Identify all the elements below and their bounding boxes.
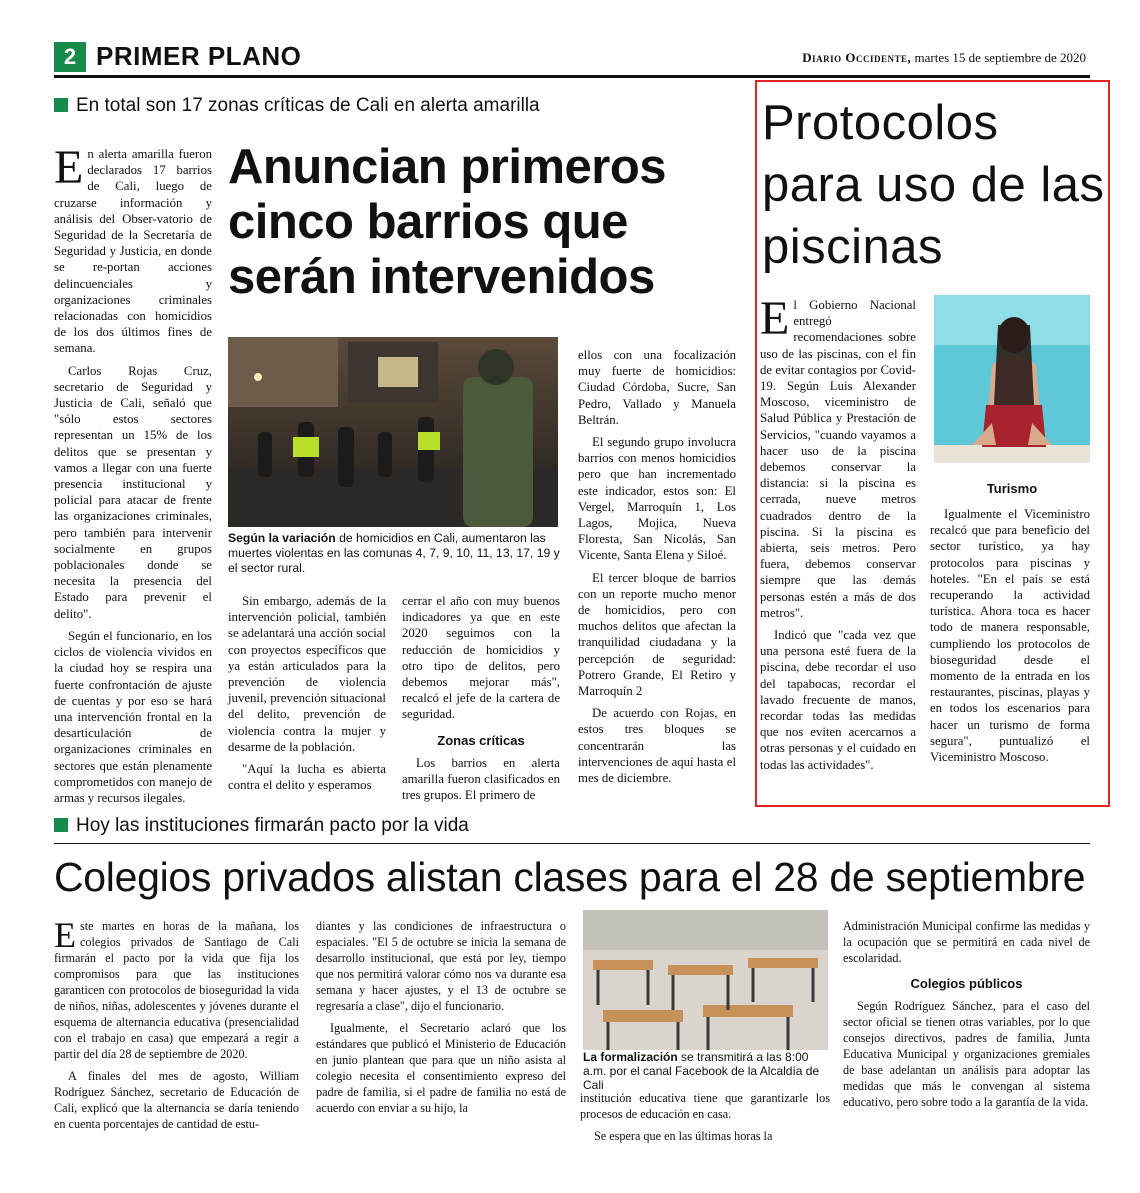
story1-kicker (54, 95, 540, 117)
story2-headline: Protocolos para uso de las piscinas (762, 96, 1105, 274)
story3-kicker (54, 815, 469, 837)
dropcap: E (54, 141, 84, 194)
paragraph: "Aquí la lucha es abierta contra el delito y esperamos (228, 762, 386, 793)
story3-column-4 (843, 918, 1090, 1116)
story1-column-4 (578, 347, 736, 792)
story1-kicker-text: En total son 17 zonas críticas de Cali en alerta amarilla (76, 95, 540, 116)
story3-column-2 (316, 918, 566, 1122)
paragraph: diantes y las condiciones de infraestructura o espaciales. "El 5 de octubre se inicia la semana de desarrollo institucional, que está por ley, tiempo que nos permitirá valorar cómo nos va durante esa semana y hacer ajustes, y el 13 de octubre se regresaría a clase", dijo el funcionario. (316, 919, 566, 1013)
story1-subhead: Zonas críticas (437, 732, 525, 748)
paragraph: Indicó que "cada vez que una persona esté fuera de la piscina, debe recordar el uso del tapabocas, recordar el lavado frecuente de manos, recordar todas las medidas que nos eviten acercarnos a otras personas y el cuidado en todas las actividades". (760, 628, 916, 772)
paragraph: El tercer bloque de barrios con un reporte mucho menor de homicidios, pero con muchos delitos que afectan la tranquilidad ciudadana y la percepción de seguridad: Potrero Grande, El Retiro y Marroquín 2 (578, 570, 736, 699)
classroom-chairs-photo (583, 910, 828, 1050)
paragraph: Administración Municipal confirme las medidas y la ocupación que se permitirá en cada nivel de escolaridad. (843, 919, 1090, 965)
paragraph: Sin embargo, además de la intervención policial, también se adelantará una acción social con proyectos específicos que ya están articulados para la prevención de violencia juvenil, prevención situacional del delito, prevención de violencia contra la mujer y desarme de la población. (228, 594, 386, 754)
header-divider (54, 75, 1090, 78)
paragraph: El segundo grupo involucra barrios con menos homicidios pero que han incrementado este indicador, estos son: El Vergel, Marroquín 1, Los Lagos, Mojica, Nueva Floresta, San Nicolás, San Vicente, Santa Elena y Siloé. (578, 435, 736, 563)
story3-headline: Colegios privados alistan clases para el 28 de septiembre (54, 854, 1086, 900)
dropcap: E (54, 915, 76, 955)
paragraph: cerrar el año con muy buenos indicadores ya que en este 2020 seguimos con la reducción de homicidios y otro tipo de delitos, pero debemos mejorar más", recalcó el jefe de la cartera de seguridad. (402, 594, 560, 722)
photo-label-turismo: Turismo (986, 481, 1038, 496)
paper-name: Diario Occidente, (802, 50, 912, 65)
masthead-date (802, 50, 1086, 66)
story1-column-3 (402, 593, 560, 809)
paragraph: Carlos Rojas Cruz, secretario de Seguridad y Justicia de Cali, señaló que "sólo estos sectores representan un 15% de los delitos que se presentan y vamos a llegar con una fuerte presencia institucional y policial para atacar de frente las organizaciones criminales, pero también para intervenir socialmente en grupos poblacionales donde se necesita la presencia del Estado para prevenir el delito". (54, 363, 212, 621)
paragraph: institución educativa tiene que garantizarle los procesos de educación en casa. (580, 1091, 830, 1121)
paragraph: n alerta amarilla fueron declarados 17 barrios de Cali, luego de cruzarse información y análisis del Obser-vatorio de Seguridad de la Secretaría de Seguridad y Justicia, en donde se re-portan acciones delincuenciales y organizaciones criminales relacionadas con homicidios de los dos últimos fines de semana. (54, 147, 212, 356)
paragraph: Según el funcionario, en los ciclos de violencia vividos en la ciudad hoy se respira una fuerte confrontación de ajuste de cuentas y por eso se hará una intervención frontal en la desarticulación de organizaciones criminales en sectores que están plenamente comprometidos con manejo de armas y recursos ilegales. (54, 628, 212, 805)
paragraph: A finales del mes de agosto, William Rodríguez Sánchez, secretario de Educación de Cali, explicó que la alternancia se daría teniendo en cuenta porcentajes de cantidad de estu- (54, 1069, 299, 1131)
paragraph: Los barrios en alerta amarilla fueron clasificados en tres grupos. El primero de (402, 755, 560, 803)
issue-date: martes 15 de septiembre de 2020 (914, 50, 1086, 65)
paragraph: Igualmente el Viceministro recalcó que para beneficio del sector turístico, ya hay protocolos para piscinas y hoteles. "En el país se está recuperando la actividad turística. Ahora toca es hacer todo de manera responsable, cumpliendo los protocolos de bioseguridad desde el momento de la entrada en los restaurantes, piscinas, playas y en todos los escenarios para hacer un turismo de forma segura", puntualizó el Viceministro Moscoso. (930, 507, 1090, 765)
pool-woman-photo (934, 295, 1090, 463)
story3-subhead: Colegios públicos (910, 976, 1023, 991)
paragraph: Según Rodríguez Sánchez, para el caso del sector oficial se tienen otras variables, por lo que consejos directivos, padres de familia, Junta Educativa Municipal y organizaciones gremiales de base adelantan un análisis para adoptar las medidas que más le convengan al sistema educativo, pero sobre todo a la garantía de la vida. (843, 999, 1090, 1109)
green-square-icon (54, 98, 68, 112)
paragraph: ste martes en horas de la mañana, los colegios privados de Santiago de Cali firmarán el pacto por la vida que fija los compromisos para que las instituciones garanticen con protocolos de bioseguridad la vida de niños, niñas, adolescentes y jóvenes durante el esquema de alternancia educativa (presencialidad con el trabajo en casa) que empezará a regir a partir del día 28 de septiembre de 2020. (54, 919, 299, 1061)
story3-kicker-text: Hoy las instituciones firmarán pacto por la vida (76, 815, 469, 836)
green-square-icon (54, 818, 68, 832)
caption-text: se transmitirá a las 8:00 a.m. por el canal Facebook de la Alcaldía de Cali (583, 1050, 820, 1092)
section-title: PRIMER PLANO (96, 41, 302, 71)
paragraph: ellos con una focalización muy fuerte de homicidios: Ciudad Córdoba, Sucre, San Pedro, Vallado y Manuela Beltrán. (578, 348, 736, 427)
paragraph: Igualmente, el Secretario aclaró que los estándares que publicó el Ministerio de Educación en junio plantean que para que un niño asista al colegio necesita el consentimiento expreso del padre de familia, si el padre de familia no está de acuerdo con enviar a su hijo, la (316, 1021, 566, 1115)
story3-photo-caption (583, 1050, 833, 1092)
section-divider (54, 843, 1090, 844)
story1-headline: Anuncian primeros cinco barrios que serán intervenidos (228, 140, 667, 304)
story1-column-2 (228, 593, 386, 799)
story3-column-3 (580, 1090, 830, 1150)
story1-photo-caption (228, 531, 562, 576)
story1-column-1 (54, 141, 212, 812)
dropcap: E (760, 292, 790, 345)
page-number: 2 (54, 42, 86, 72)
paragraph: De acuerdo con Rojas, en estos tres bloques se concentrarán las intervenciones de aquí hasta el mes de diciembre. (578, 706, 736, 786)
paragraph: Se espera que en las últimas horas la (594, 1129, 773, 1143)
caption-text: de homicidios en Cali, aumentaron las muertes violentas en las comunas 4, 7, 9, 10, 11, 13, 17, 19 y el sector rural. (228, 531, 560, 575)
story3-column-1 (54, 915, 299, 1138)
police-operation-photo (228, 337, 558, 527)
story2-column-1 (760, 292, 916, 779)
caption-lead: Según la variación (228, 531, 336, 545)
caption-lead: La formalización (583, 1050, 678, 1064)
story2-column-2 (930, 506, 1090, 771)
paragraph: l Gobierno Nacional entregó recomendaciones sobre uso de las piscinas, con el fin de evitar contagios por Covid-19. Según Luis Alexander Moscoso, viceministro de Salud Pública y Prestación de Servicios, "cuando vayamos a hacer uso de la piscina debemos conservar la distancia: si la piscina es cerrada, nueve metros cuadrados dentro de la piscina. Si la piscina es abierta, seis metros. Pero fuera, debemos conservar siempre que las demás personas estén a más de dos metros". (760, 298, 916, 620)
